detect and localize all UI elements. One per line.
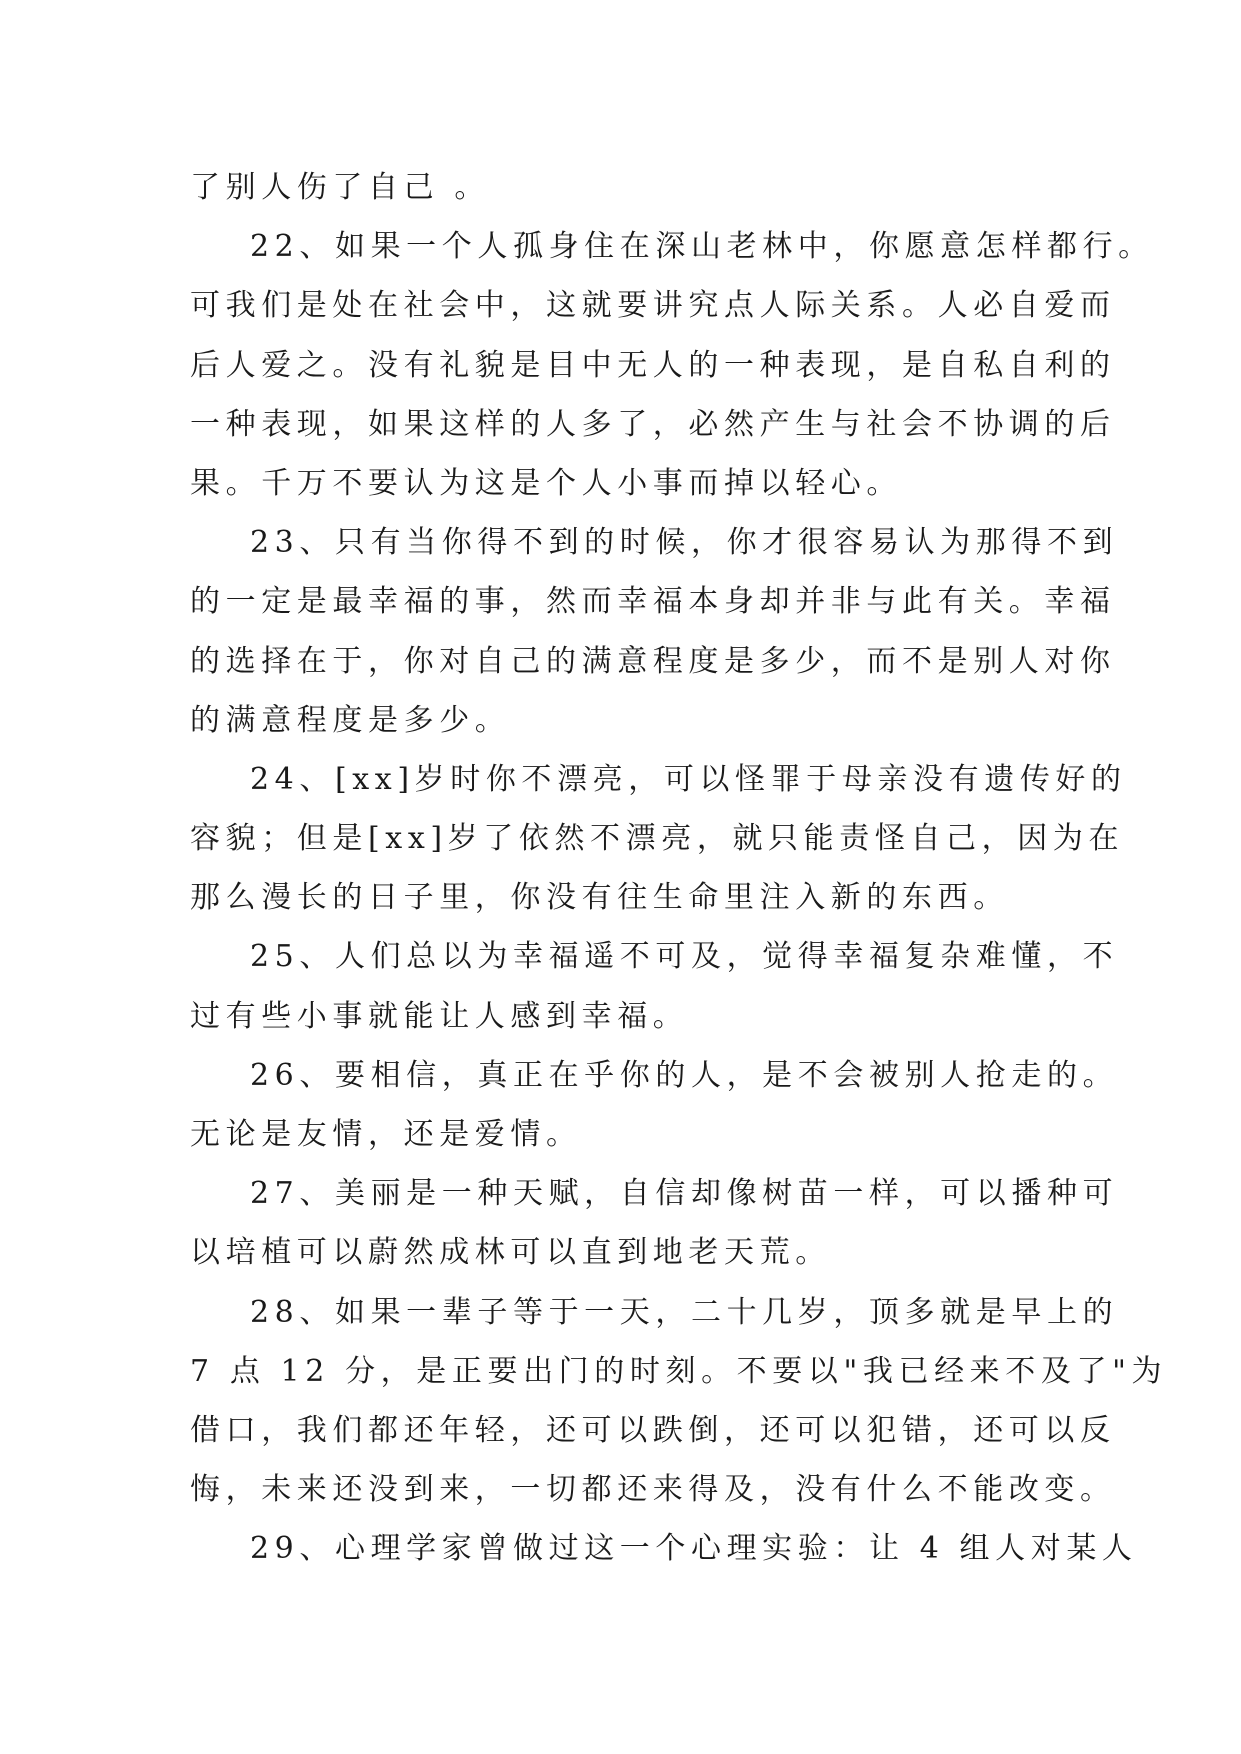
text-line: 7 点 12 分，是正要出门的时刻。不要以"我已经来不及了"为: [190, 1353, 1168, 1389]
text-line: 借口，我们都还年轻，还可以跌倒，还可以犯错，还可以反: [190, 1412, 1116, 1448]
document-body: [190, 158, 1168, 1579]
paragraph-25-line-1: 25、人们总以为幸福遥不可及，觉得幸福复杂难懂，不: [250, 939, 1119, 975]
text-line: 容貌；但是[xx]岁了依然不漂亮，就只能责怪自己，因为在: [190, 821, 1125, 857]
text-line: 一种表现，如果这样的人多了，必然产生与社会不协调的后: [190, 406, 1116, 442]
text-line: 无论是友情，还是爱情。: [190, 1117, 582, 1152]
text-line: 可我们是处在社会中，这就要讲究点人际关系。人必自爱而: [190, 288, 1116, 324]
text-line: 以培植可以蔚然成林可以直到地老天荒。: [190, 1235, 831, 1271]
text-line: 悔，未来还没到来，一切都还来得及，没有什么不能改变。: [190, 1472, 1116, 1508]
text-line: 了别人伤了自己 。: [190, 170, 490, 205]
paragraph-28-line-1: 28、如果一辈子等于一天，二十几岁，顶多就是早上的: [250, 1294, 1119, 1330]
text-line: 果。千万不要认为这是个人小事而掉以轻心。: [190, 465, 902, 501]
paragraph-23-line-1: 23、只有当你得不到的时候，你才很容易认为那得不到: [250, 525, 1119, 561]
paragraph-26-line-1: 26、要相信，真正在乎你的人，是不会被别人抢走的。: [250, 1057, 1119, 1093]
paragraph-24-line-1: 24、[xx]岁时你不漂亮，可以怪罪于母亲没有遗传好的: [250, 761, 1127, 797]
text-line: 的满意程度是多少。: [190, 702, 511, 738]
text-line: 过有些小事就能让人感到幸福。: [190, 998, 689, 1034]
paragraph-22-line-1: 22、如果一个人孤身住在深山老林中，你愿意怎样都行。: [250, 229, 1154, 265]
paragraph-29-line-1: 29、心理学家曾做过这一个心理实验：让 4 组人对某人: [250, 1531, 1138, 1567]
text-line: 的选择在于，你对自己的满意程度是多少，而不是别人对你: [190, 643, 1116, 679]
paragraph-27-line-1: 27、美丽是一种天赋，自信却像树苗一样，可以播种可: [250, 1176, 1119, 1212]
text-line: 的一定是最幸福的事，然而幸福本身却并非与此有关。幸福: [190, 584, 1116, 620]
text-line: 那么漫长的日子里，你没有往生命里注入新的东西。: [190, 880, 1009, 916]
text-line: 后人爱之。没有礼貌是目中无人的一种表现，是自私自利的: [190, 347, 1116, 383]
